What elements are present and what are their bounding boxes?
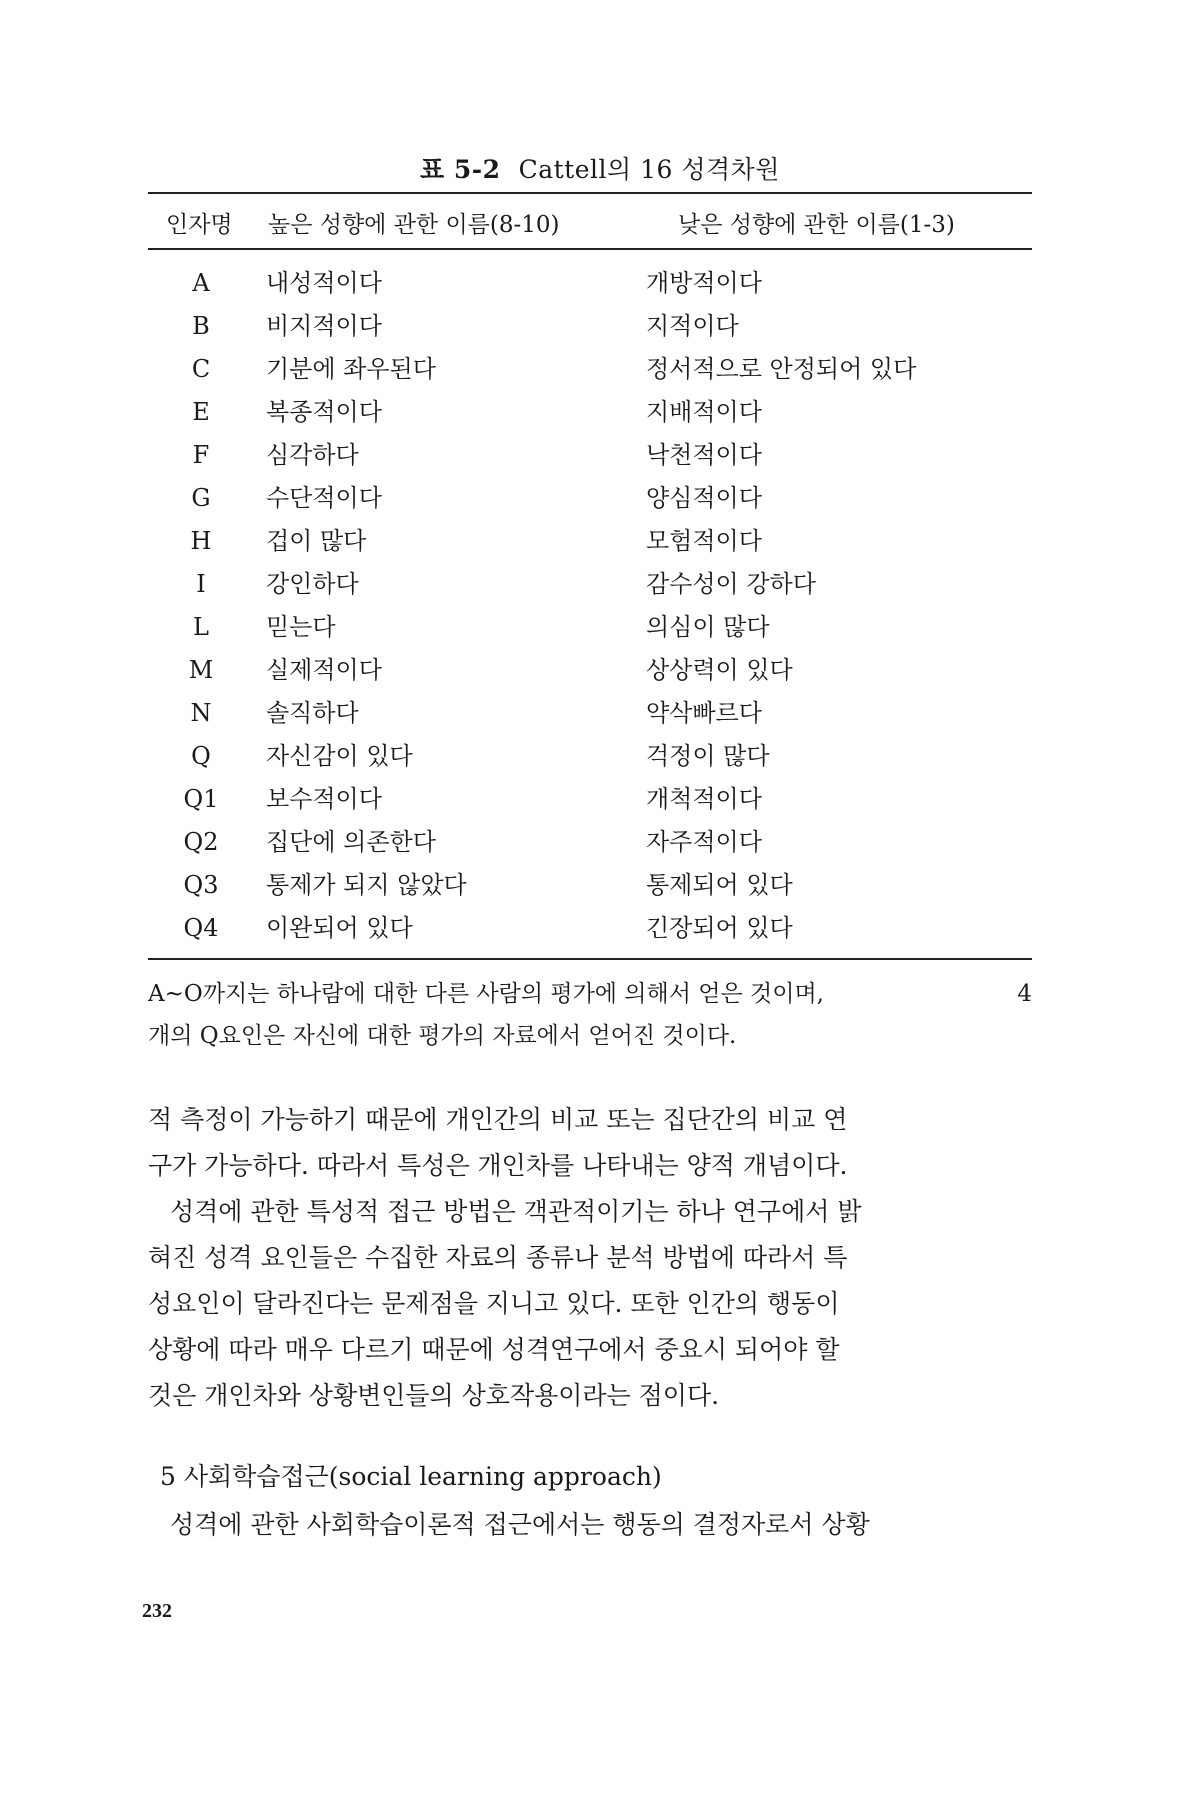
factor-cell: C	[191, 355, 211, 383]
table-note-line	[148, 973, 1032, 1015]
high-trait-cell: 실제적이다	[266, 656, 382, 684]
table-note-line-end: 4	[1017, 981, 1032, 1007]
page-number: 232	[142, 1600, 172, 1622]
table-header-rule	[148, 248, 1032, 250]
low-trait-cell: 개방적이다	[646, 269, 762, 297]
table-row	[148, 348, 1032, 391]
table-top-rule	[148, 192, 1032, 194]
table-caption-text: Cattell의 16 성격차원	[518, 155, 780, 184]
factor-cell: I	[196, 570, 206, 598]
body-line: 성요인이 달라진다는 문제점을 지니고 있다. 또한 인간의 행동이	[148, 1289, 840, 1318]
table-row	[148, 305, 1032, 348]
factor-cell: N	[190, 699, 212, 727]
table-note	[148, 973, 1032, 1057]
high-trait-cell: 복종적이다	[266, 398, 382, 426]
factor-cell: G	[191, 484, 211, 512]
table-caption	[0, 150, 1200, 186]
section-heading: 5 사회학습접근(social learning approach)	[160, 1462, 662, 1491]
factor-cell: Q3	[183, 871, 219, 899]
table-body	[148, 262, 1032, 950]
table-row	[148, 391, 1032, 434]
high-trait-cell: 기분에 좌우된다	[266, 355, 436, 383]
high-trait-cell: 수단적이다	[266, 484, 382, 512]
high-trait-cell: 내성적이다	[266, 269, 382, 297]
body-line: 것은 개인차와 상황변인들의 상호작용이라는 점이다.	[148, 1381, 720, 1410]
high-trait-cell: 집단에 의존한다	[266, 828, 436, 856]
table-row	[148, 434, 1032, 477]
high-trait-cell: 겁이 많다	[266, 527, 367, 555]
table-row	[148, 649, 1032, 692]
low-trait-cell: 모험적이다	[646, 527, 762, 555]
low-trait-cell: 개척적이다	[646, 785, 762, 813]
table-row	[148, 735, 1032, 778]
header-high-trait: 높은 성향에 관한 이름(8-10)	[268, 212, 560, 238]
high-trait-cell: 통제가 되지 않았다	[266, 871, 467, 899]
high-trait-cell: 믿는다	[266, 613, 336, 641]
factor-cell: Q4	[183, 914, 219, 942]
body-line: 혀진 성격 요인들은 수집한 자료의 종류나 분석 방법에 따라서 특	[148, 1243, 848, 1272]
factor-cell: E	[192, 398, 210, 426]
table-caption-label: 표 5-2	[420, 155, 501, 184]
body-line-text: 적 측정이 가능하기 때문에 개인간의 비교 또는 집단간의 비교 연	[148, 1105, 848, 1134]
body-line: 상황에 따라 매우 다르기 때문에 성격연구에서 중요시 되어야 할	[148, 1335, 840, 1364]
high-trait-cell: 보수적이다	[266, 785, 382, 813]
low-trait-cell: 자주적이다	[646, 828, 762, 856]
table-row	[148, 520, 1032, 563]
low-trait-cell: 걱정이 많다	[646, 742, 770, 770]
factor-cell: M	[188, 656, 214, 684]
header-low-trait: 낮은 성향에 관한 이름(1-3)	[678, 212, 955, 238]
high-trait-cell: 솔직하다	[266, 699, 359, 727]
factor-cell: H	[190, 527, 212, 555]
factor-cell: L	[193, 613, 209, 641]
table-bottom-rule	[148, 958, 1032, 960]
low-trait-cell: 양심적이다	[646, 484, 762, 512]
factor-cell: F	[192, 441, 210, 469]
body-line: 성격에 관한 특성적 접근 방법은 객관적이기는 하나 연구에서 밝	[170, 1197, 862, 1226]
low-trait-cell: 상상력이 있다	[646, 656, 793, 684]
body-paragraphs	[148, 1097, 1032, 1419]
table-row	[148, 821, 1032, 864]
table-row	[148, 477, 1032, 520]
high-trait-cell: 비지적이다	[266, 312, 382, 340]
table-note-line-main: A~O까지는 하나람에 대한 다른 사람의 평가에 의해서 얻은 것이며,	[148, 981, 824, 1007]
high-trait-cell: 심각하다	[266, 441, 359, 469]
table-row	[148, 907, 1032, 950]
table-row	[148, 692, 1032, 735]
low-trait-cell: 지배적이다	[646, 398, 762, 426]
header-factor: 인자명	[166, 212, 233, 238]
factor-cell: A	[192, 269, 210, 297]
table-row	[148, 606, 1032, 649]
low-trait-cell: 의심이 많다	[646, 613, 770, 641]
low-trait-cell: 감수성이 강하다	[646, 570, 816, 598]
table-row	[148, 262, 1032, 305]
table-row	[148, 778, 1032, 821]
body-line: 구가 가능하다. 따라서 특성은 개인차를 나타내는 양적 개념이다.	[148, 1151, 848, 1180]
factor-cell: Q2	[183, 828, 219, 856]
low-trait-cell: 약삭빠르다	[646, 699, 762, 727]
body-line	[148, 1097, 1032, 1143]
high-trait-cell: 자신감이 있다	[266, 742, 413, 770]
table-row	[148, 563, 1032, 606]
low-trait-cell: 지적이다	[646, 312, 739, 340]
factor-cell: B	[192, 312, 210, 340]
low-trait-cell: 정서적으로 안정되어 있다	[646, 355, 917, 383]
factor-cell: Q	[191, 742, 211, 770]
table-header	[148, 206, 1032, 242]
factor-cell: Q1	[183, 785, 219, 813]
section-first-line	[170, 1505, 1032, 1541]
section-first-line-text: 성격에 관한 사회학습이론적 접근에서는 행동의 결정자로서 상황	[170, 1510, 870, 1539]
low-trait-cell: 통제되어 있다	[646, 871, 793, 899]
high-trait-cell: 이완되어 있다	[266, 914, 413, 942]
low-trait-cell: 낙천적이다	[646, 441, 762, 469]
table-note-line: 개의 Q요인은 자신에 대한 평가의 자료에서 얻어진 것이다.	[148, 1023, 737, 1049]
low-trait-cell: 긴장되어 있다	[646, 914, 793, 942]
high-trait-cell: 강인하다	[266, 570, 359, 598]
table-row	[148, 864, 1032, 907]
